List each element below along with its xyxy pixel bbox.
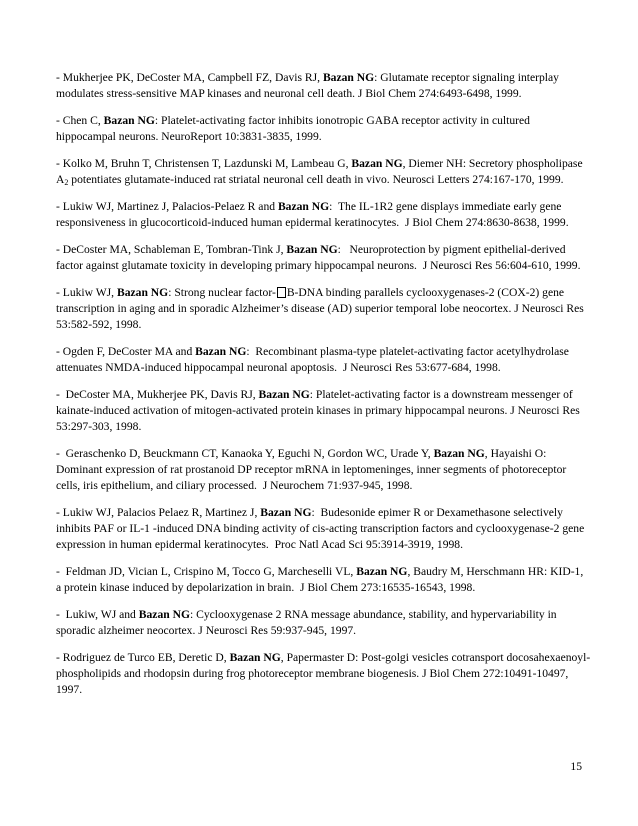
reference-citation: : Glutamate receptor signaling interplay modulates stress-sensitive MAP kinases and neuronal cell death. J Biol Chem 274:6493-6498, 1999. (56, 71, 562, 101)
reference-highlighted-author: Bazan NG (138, 608, 190, 622)
reference-authors: - Ogden F, DeCoster MA and (56, 345, 196, 358)
reference-item (56, 446, 591, 494)
reference-item (56, 285, 591, 333)
page-number: 15 (570, 760, 582, 773)
subscript: 2 (64, 178, 69, 188)
reference-citation: , Papermaster D: Post-golgi vesicles cotransport docosahexaenoyl-phospholipids and rhodopsin during frog photoreceptor membrane biogenesis. J Biol Chem 272:10491-10497, 1997. (56, 651, 591, 697)
reference-highlighted-author: Bazan NG (322, 71, 375, 84)
reference-item (56, 650, 591, 698)
reference-item (56, 156, 591, 188)
reference-item (56, 387, 591, 435)
reference-citation: : Neuroprotection by pigment epithelial-derived factor against glutamate toxicity in developing primary hippocampal neurons. J Neurosci Res 56:604-610, 1999. (56, 242, 581, 273)
reference-citation: : Budesonide epimer R or Dexamethasone selectively inhibits PAF or IL-1 -induced DNA binding activity of cis-acting transcription factors and cyclooxygenase-2 gene expression in human epidermal keratinocytes. Proc Natl Acad Sci 95:3914-3919, 1998. (56, 506, 588, 552)
reference-citation: , Hayaishi O: Dominant expression of rat prostanoid DP receptor mRNA in leptomeninges, inner segments of photoreceptor cells, iris epithelium, and ciliary processed. J Neurochem 71:937-945, 1998. (56, 447, 570, 493)
reference-item (56, 344, 591, 376)
reference-highlighted-author: Bazan NG (103, 113, 155, 127)
reference-item (56, 199, 591, 231)
reference-list (56, 70, 591, 709)
reference-citation: : Platelet-activating factor inhibits ionotropic GABA receptor activity in cultured hippocampal neurons. NeuroReport 10:3831-3835, 1999. (56, 113, 533, 144)
reference-authors: - Feldman JD, Vician L, Crispino M, Tocco G, Marcheselli VL, (56, 565, 357, 579)
reference-authors: - DeCoster MA, Schableman E, Tombran-Tink J, (56, 242, 287, 256)
reference-highlighted-author: Bazan NG (286, 242, 338, 256)
reference-highlighted-author: Bazan NG (258, 387, 310, 401)
reference-highlighted-author: Bazan NG (116, 285, 169, 299)
reference-authors: - Chen C, (56, 113, 104, 127)
reference-highlighted-author: Bazan NG (277, 199, 330, 213)
reference-citation: : Cyclooxygenase 2 RNA message abundance, stability, and hypervariability in sporadic alzheimer neocortex. J Neurosci Res 59:937-945, 1997. (56, 608, 560, 638)
reference-citation: : Recombinant plasma-type platelet-activating factor acetylhydrolase attenuates NMDA-induced hippocampal neuronal apoptosis. J Neurosci Res 53:677-684, 1998. (56, 345, 572, 375)
reference-highlighted-author: Bazan NG (433, 447, 485, 461)
reference-authors: - Geraschenko D, Beuckmann CT, Kanaoka Y, Eguchi N, Gordon WC, Urade Y, (56, 447, 434, 461)
reference-citation: : Platelet-activating factor is a downstream messenger of kainate-induced activation of mitogen-activated protein kinases in primary hippocampal neurons. J Neurosci Res 53:297-303, 1998. (56, 387, 583, 434)
reference-highlighted-author: Bazan NG (351, 156, 403, 170)
reference-authors: - Kolko M, Bruhn T, Christensen T, Lazdunski M, Lambeau G, (56, 156, 352, 170)
reference-authors: - Lukiw, WJ and (56, 608, 139, 622)
reference-highlighted-author: Bazan NG (356, 565, 408, 579)
reference-authors: - DeCoster MA, Mukherjee PK, Davis RJ, (56, 387, 259, 401)
reference-highlighted-author: Bazan NG (260, 506, 312, 520)
reference-citation-cont: potentiates glutamate-induced rat striatal neuronal cell death in vivo. Neurosci Letters 274:167-170, 1999. (68, 173, 564, 187)
reference-item (56, 70, 591, 102)
reference-citation-cont: B-DNA binding parallels cyclooxygenases-2 (COX-2) gene transcription in aging and in sporadic Alzheimer’s disease (AD) superior temporal lobe neocortex. J Neurosci Res 53:582-592, 1998. (56, 285, 587, 332)
reference-item (56, 607, 591, 639)
reference-authors: - Lukiw WJ, Palacios Pelaez R, Martinez J, (56, 506, 261, 520)
reference-citation: : Strong nuclear factor- (168, 285, 276, 299)
reference-item (56, 505, 591, 553)
reference-authors: - Rodriguez de Turco EB, Deretic D, (56, 651, 230, 665)
reference-citation: , Diemer NH: Secretory phospholipase A (56, 156, 585, 187)
reference-highlighted-author: Bazan NG (195, 345, 247, 358)
reference-citation: , Baudry M, Herschmann HR: KID-1, a protein kinase induced by depolarization in brain. J Biol Chem 273:16535-16543, 1998. (56, 565, 587, 595)
reference-item (56, 242, 591, 274)
reference-highlighted-author: Bazan NG (229, 651, 281, 665)
reference-item (56, 113, 591, 145)
reference-authors: - Lukiw WJ, Martinez J, Palacios-Pelaez R and (56, 199, 278, 213)
reference-citation: : The IL-1R2 gene displays immediate early gene responsiveness in glucocorticoid-induced human epidermal keratinocytes. J Biol Chem 274:8630-8638, 1999. (56, 199, 569, 230)
reference-authors: - Mukherjee PK, DeCoster MA, Campbell FZ, Davis RJ, (56, 71, 323, 84)
reference-item (56, 564, 591, 596)
missing-glyph-icon (277, 287, 286, 298)
reference-authors: - Lukiw WJ, (56, 285, 117, 299)
